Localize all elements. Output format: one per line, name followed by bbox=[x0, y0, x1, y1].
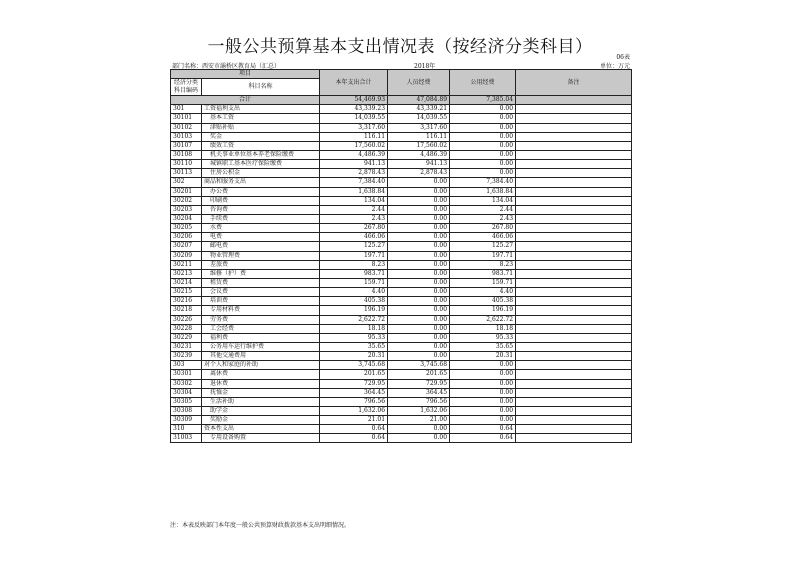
row-personnel: 0.00 bbox=[388, 196, 450, 205]
row-name: 离休费 bbox=[202, 370, 320, 379]
row-code: 30203 bbox=[171, 205, 202, 214]
footnote: 注：本表反映部门本年度一般公共预算财政拨款基本支出明细情况。 bbox=[170, 522, 351, 529]
row-remark bbox=[516, 224, 632, 233]
row-total: 364.45 bbox=[320, 388, 388, 397]
row-total: 20.31 bbox=[320, 352, 388, 361]
table-row bbox=[171, 150, 632, 159]
row-personnel: 21.00 bbox=[388, 416, 450, 425]
row-code: 30226 bbox=[171, 315, 202, 324]
table-row bbox=[171, 297, 632, 306]
header-personnel: 人员经费 bbox=[388, 70, 450, 96]
row-personnel: 0.00 bbox=[388, 251, 450, 260]
row-name: 机关事业单位基本养老保险缴费 bbox=[202, 150, 320, 159]
row-total: 2.44 bbox=[320, 205, 388, 214]
row-public: 4.40 bbox=[450, 288, 516, 297]
row-remark bbox=[516, 370, 632, 379]
table-row bbox=[171, 160, 632, 169]
table-row bbox=[171, 233, 632, 242]
row-code: 30216 bbox=[171, 297, 202, 306]
row-remark bbox=[516, 105, 632, 114]
row-personnel: 364.45 bbox=[388, 388, 450, 397]
table-row bbox=[171, 141, 632, 150]
row-name: 奖励金 bbox=[202, 416, 320, 425]
row-name: 资本性支出 bbox=[202, 425, 320, 434]
table-row bbox=[171, 105, 632, 114]
row-name: 工会经费 bbox=[202, 324, 320, 333]
row-code: 30201 bbox=[171, 187, 202, 196]
row-remark bbox=[516, 379, 632, 388]
header-remark: 备注 bbox=[516, 70, 632, 96]
row-name: 维修（护）费 bbox=[202, 269, 320, 278]
row-public: 0.00 bbox=[450, 150, 516, 159]
row-code: 30103 bbox=[171, 132, 202, 141]
row-personnel: 0.00 bbox=[388, 297, 450, 306]
row-public: 0.00 bbox=[450, 160, 516, 169]
row-code: 30305 bbox=[171, 397, 202, 406]
row-public: 0.00 bbox=[450, 406, 516, 415]
row-personnel: 0.00 bbox=[388, 205, 450, 214]
row-name: 物业管理费 bbox=[202, 251, 320, 260]
row-code: 30239 bbox=[171, 352, 202, 361]
row-public: 95.33 bbox=[450, 333, 516, 342]
total-label: 合计 bbox=[171, 96, 320, 105]
row-public: 159.71 bbox=[450, 278, 516, 287]
row-total: 14,039.55 bbox=[320, 114, 388, 123]
row-remark bbox=[516, 361, 632, 370]
row-public: 18.18 bbox=[450, 324, 516, 333]
table-row bbox=[171, 278, 632, 287]
row-name: 咨询费 bbox=[202, 205, 320, 214]
table-row bbox=[171, 196, 632, 205]
row-remark bbox=[516, 160, 632, 169]
header-total: 本年支出合计 bbox=[320, 70, 388, 96]
row-personnel: 0.00 bbox=[388, 425, 450, 434]
row-name: 办公费 bbox=[202, 187, 320, 196]
row-public: 196.19 bbox=[450, 306, 516, 315]
table-row bbox=[171, 342, 632, 351]
row-name: 劳务费 bbox=[202, 315, 320, 324]
row-remark bbox=[516, 425, 632, 434]
row-personnel: 0.00 bbox=[388, 233, 450, 242]
row-total: 3,745.68 bbox=[320, 361, 388, 370]
row-code: 30228 bbox=[171, 324, 202, 333]
row-code: 31003 bbox=[171, 434, 202, 443]
table-row bbox=[171, 397, 632, 406]
row-total: 2.43 bbox=[320, 214, 388, 223]
row-personnel: 0.00 bbox=[388, 324, 450, 333]
row-remark bbox=[516, 141, 632, 150]
row-personnel: 0.00 bbox=[388, 242, 450, 251]
department-name: 部门名称：西安市灞桥区教育局（汇总） bbox=[172, 63, 281, 70]
row-code: 302 bbox=[171, 178, 202, 187]
row-public: 2,622.72 bbox=[450, 315, 516, 324]
row-name: 生活补助 bbox=[202, 397, 320, 406]
row-remark bbox=[516, 205, 632, 214]
row-public: 2.44 bbox=[450, 205, 516, 214]
row-total: 0.64 bbox=[320, 434, 388, 443]
page-title: 一般公共预算基本支出情况表（按经济分类科目） bbox=[207, 37, 593, 57]
budget-year: 2018年 bbox=[414, 63, 436, 70]
table-row bbox=[171, 205, 632, 214]
row-total: 796.56 bbox=[320, 397, 388, 406]
row-public: 0.00 bbox=[450, 105, 516, 114]
row-public: 0.64 bbox=[450, 434, 516, 443]
row-total: 8.23 bbox=[320, 260, 388, 269]
row-name: 助学金 bbox=[202, 406, 320, 415]
unit-label: 单位：万元 bbox=[599, 63, 630, 70]
row-personnel: 0.00 bbox=[388, 333, 450, 342]
row-code: 301 bbox=[171, 105, 202, 114]
row-name: 专用材料费 bbox=[202, 306, 320, 315]
row-remark bbox=[516, 416, 632, 425]
row-code: 303 bbox=[171, 361, 202, 370]
row-remark bbox=[516, 342, 632, 351]
row-name: 工资福利支出 bbox=[202, 105, 320, 114]
row-public: 125.27 bbox=[450, 242, 516, 251]
table-row bbox=[171, 333, 632, 342]
row-public: 0.00 bbox=[450, 397, 516, 406]
total-public: 7,385.04 bbox=[450, 96, 516, 105]
table-number: 06表 bbox=[616, 54, 630, 61]
row-total: 35.65 bbox=[320, 342, 388, 351]
row-public: 0.00 bbox=[450, 114, 516, 123]
row-name: 奖金 bbox=[202, 132, 320, 141]
meta-bar bbox=[170, 61, 630, 69]
row-public: 20.31 bbox=[450, 352, 516, 361]
table-row bbox=[171, 224, 632, 233]
row-public: 267.80 bbox=[450, 224, 516, 233]
row-public: 405.38 bbox=[450, 297, 516, 306]
row-personnel: 0.00 bbox=[388, 288, 450, 297]
row-total: 116.11 bbox=[320, 132, 388, 141]
row-remark bbox=[516, 242, 632, 251]
row-personnel: 43,339.21 bbox=[388, 105, 450, 114]
row-code: 30231 bbox=[171, 342, 202, 351]
table-row bbox=[171, 370, 632, 379]
row-total: 1,632.06 bbox=[320, 406, 388, 415]
row-code: 30101 bbox=[171, 114, 202, 123]
row-total: 983.71 bbox=[320, 269, 388, 278]
row-total: 0.64 bbox=[320, 425, 388, 434]
row-public: 0.00 bbox=[450, 123, 516, 132]
row-remark bbox=[516, 406, 632, 415]
table-row bbox=[171, 324, 632, 333]
row-code: 30207 bbox=[171, 242, 202, 251]
row-code: 30209 bbox=[171, 251, 202, 260]
row-code: 30308 bbox=[171, 406, 202, 415]
table-row bbox=[171, 269, 632, 278]
row-personnel: 0.00 bbox=[388, 260, 450, 269]
expenditure-table bbox=[170, 69, 632, 443]
row-name: 对个人和家庭的补助 bbox=[202, 361, 320, 370]
row-code: 30110 bbox=[171, 160, 202, 169]
table-row bbox=[171, 416, 632, 425]
row-personnel: 4,486.39 bbox=[388, 150, 450, 159]
row-name: 商品和服务支出 bbox=[202, 178, 320, 187]
row-personnel: 17,560.02 bbox=[388, 141, 450, 150]
row-name: 电费 bbox=[202, 233, 320, 242]
row-remark bbox=[516, 114, 632, 123]
row-code: 310 bbox=[171, 425, 202, 434]
row-personnel: 3,317.60 bbox=[388, 123, 450, 132]
row-remark bbox=[516, 434, 632, 443]
row-personnel: 0.00 bbox=[388, 278, 450, 287]
row-code: 30215 bbox=[171, 288, 202, 297]
table-row bbox=[171, 425, 632, 434]
row-code: 30211 bbox=[171, 260, 202, 269]
header-public: 公用经费 bbox=[450, 70, 516, 96]
total-personnel: 47,084.89 bbox=[388, 96, 450, 105]
row-code: 30107 bbox=[171, 141, 202, 150]
row-remark bbox=[516, 352, 632, 361]
table-row bbox=[171, 406, 632, 415]
row-code: 30301 bbox=[171, 370, 202, 379]
row-public: 0.00 bbox=[450, 132, 516, 141]
table-row bbox=[171, 178, 632, 187]
row-personnel: 0.00 bbox=[388, 224, 450, 233]
header-item: 项目 bbox=[171, 70, 320, 79]
total-row bbox=[171, 96, 632, 105]
row-personnel: 796.56 bbox=[388, 397, 450, 406]
row-personnel: 729.95 bbox=[388, 379, 450, 388]
table-row bbox=[171, 352, 632, 361]
row-name: 绩效工资 bbox=[202, 141, 320, 150]
row-public: 134.04 bbox=[450, 196, 516, 205]
row-total: 21.01 bbox=[320, 416, 388, 425]
row-remark bbox=[516, 187, 632, 196]
row-remark bbox=[516, 169, 632, 178]
row-remark bbox=[516, 315, 632, 324]
table-row bbox=[171, 434, 632, 443]
row-total: 17,560.02 bbox=[320, 141, 388, 150]
row-total: 18.18 bbox=[320, 324, 388, 333]
row-name: 公务用车运行维护费 bbox=[202, 342, 320, 351]
row-remark bbox=[516, 132, 632, 141]
row-code: 30102 bbox=[171, 123, 202, 132]
row-code: 30202 bbox=[171, 196, 202, 205]
row-total: 466.06 bbox=[320, 233, 388, 242]
row-public: 466.06 bbox=[450, 233, 516, 242]
row-remark bbox=[516, 397, 632, 406]
row-total: 1,638.84 bbox=[320, 187, 388, 196]
row-personnel: 0.00 bbox=[388, 214, 450, 223]
row-remark bbox=[516, 324, 632, 333]
row-public: 0.00 bbox=[450, 141, 516, 150]
row-personnel: 0.00 bbox=[388, 178, 450, 187]
row-remark bbox=[516, 150, 632, 159]
row-public: 197.71 bbox=[450, 251, 516, 260]
row-personnel: 116.11 bbox=[388, 132, 450, 141]
table-row bbox=[171, 260, 632, 269]
row-public: 1,638.84 bbox=[450, 187, 516, 196]
table-row bbox=[171, 288, 632, 297]
row-total: 729.95 bbox=[320, 379, 388, 388]
row-personnel: 0.00 bbox=[388, 434, 450, 443]
row-personnel: 2,878.43 bbox=[388, 169, 450, 178]
row-public: 35.65 bbox=[450, 342, 516, 351]
row-public: 7,384.40 bbox=[450, 178, 516, 187]
row-total: 201.65 bbox=[320, 370, 388, 379]
row-name: 其他交通费用 bbox=[202, 352, 320, 361]
row-total: 2,622.72 bbox=[320, 315, 388, 324]
row-code: 30229 bbox=[171, 333, 202, 342]
table-row bbox=[171, 251, 632, 260]
row-total: 159.71 bbox=[320, 278, 388, 287]
row-total: 196.19 bbox=[320, 306, 388, 315]
row-remark bbox=[516, 214, 632, 223]
row-total: 2,878.43 bbox=[320, 169, 388, 178]
table-row bbox=[171, 169, 632, 178]
table-row bbox=[171, 123, 632, 132]
table-row bbox=[171, 379, 632, 388]
row-remark bbox=[516, 123, 632, 132]
row-public: 8.23 bbox=[450, 260, 516, 269]
row-remark bbox=[516, 178, 632, 187]
table-row bbox=[171, 214, 632, 223]
row-total: 267.80 bbox=[320, 224, 388, 233]
table-row bbox=[171, 315, 632, 324]
row-total: 134.04 bbox=[320, 196, 388, 205]
row-name: 抚恤金 bbox=[202, 388, 320, 397]
table-row bbox=[171, 187, 632, 196]
row-code: 30304 bbox=[171, 388, 202, 397]
row-remark bbox=[516, 196, 632, 205]
table-row bbox=[171, 306, 632, 315]
row-remark bbox=[516, 306, 632, 315]
row-personnel: 14,039.55 bbox=[388, 114, 450, 123]
row-personnel: 0.00 bbox=[388, 306, 450, 315]
row-total: 43,339.23 bbox=[320, 105, 388, 114]
row-public: 2.43 bbox=[450, 214, 516, 223]
row-code: 30218 bbox=[171, 306, 202, 315]
row-remark bbox=[516, 297, 632, 306]
row-code: 30108 bbox=[171, 150, 202, 159]
row-remark bbox=[516, 333, 632, 342]
row-code: 30206 bbox=[171, 233, 202, 242]
row-personnel: 0.00 bbox=[388, 342, 450, 351]
row-name: 邮电费 bbox=[202, 242, 320, 251]
row-code: 30309 bbox=[171, 416, 202, 425]
row-remark bbox=[516, 251, 632, 260]
row-name: 专用设备购置 bbox=[202, 434, 320, 443]
row-personnel: 0.00 bbox=[388, 352, 450, 361]
row-name: 基本工资 bbox=[202, 114, 320, 123]
row-remark bbox=[516, 269, 632, 278]
row-remark bbox=[516, 233, 632, 242]
row-public: 983.71 bbox=[450, 269, 516, 278]
row-remark bbox=[516, 278, 632, 287]
row-total: 197.71 bbox=[320, 251, 388, 260]
row-total: 7,384.40 bbox=[320, 178, 388, 187]
row-name: 租赁费 bbox=[202, 278, 320, 287]
row-remark bbox=[516, 288, 632, 297]
row-code: 30214 bbox=[171, 278, 202, 287]
row-total: 95.33 bbox=[320, 333, 388, 342]
total-remark bbox=[516, 96, 632, 105]
row-personnel: 0.00 bbox=[388, 315, 450, 324]
row-public: 0.00 bbox=[450, 370, 516, 379]
row-name: 福利费 bbox=[202, 333, 320, 342]
row-public: 0.00 bbox=[450, 379, 516, 388]
row-name: 津贴补贴 bbox=[202, 123, 320, 132]
row-personnel: 1,632.06 bbox=[388, 406, 450, 415]
row-personnel: 0.00 bbox=[388, 269, 450, 278]
row-code: 30113 bbox=[171, 169, 202, 178]
row-public: 0.00 bbox=[450, 388, 516, 397]
table-row bbox=[171, 388, 632, 397]
row-total: 405.38 bbox=[320, 297, 388, 306]
row-name: 城镇职工基本医疗保险缴费 bbox=[202, 160, 320, 169]
table-row bbox=[171, 132, 632, 141]
header-name: 科目名称 bbox=[202, 79, 320, 96]
row-total: 3,317.60 bbox=[320, 123, 388, 132]
row-total: 4,486.39 bbox=[320, 150, 388, 159]
row-total: 125.27 bbox=[320, 242, 388, 251]
row-public: 0.00 bbox=[450, 416, 516, 425]
row-remark bbox=[516, 388, 632, 397]
row-name: 会议费 bbox=[202, 288, 320, 297]
row-code: 30204 bbox=[171, 214, 202, 223]
row-name: 差旅费 bbox=[202, 260, 320, 269]
row-personnel: 3,745.68 bbox=[388, 361, 450, 370]
table-row bbox=[171, 242, 632, 251]
row-name: 培训费 bbox=[202, 297, 320, 306]
row-name: 手续费 bbox=[202, 214, 320, 223]
header-code: 经济分类科目编码 bbox=[171, 79, 202, 96]
row-name: 水费 bbox=[202, 224, 320, 233]
row-public: 0.00 bbox=[450, 361, 516, 370]
row-public: 0.64 bbox=[450, 425, 516, 434]
row-name: 住房公积金 bbox=[202, 169, 320, 178]
total-amount: 54,469.93 bbox=[320, 96, 388, 105]
table-row bbox=[171, 114, 632, 123]
row-personnel: 941.13 bbox=[388, 160, 450, 169]
row-name: 退休费 bbox=[202, 379, 320, 388]
table-row bbox=[171, 361, 632, 370]
row-code: 30302 bbox=[171, 379, 202, 388]
row-total: 4.40 bbox=[320, 288, 388, 297]
row-code: 30205 bbox=[171, 224, 202, 233]
row-public: 0.00 bbox=[450, 169, 516, 178]
row-total: 941.13 bbox=[320, 160, 388, 169]
row-remark bbox=[516, 260, 632, 269]
row-personnel: 0.00 bbox=[388, 187, 450, 196]
row-code: 30213 bbox=[171, 269, 202, 278]
row-name: 印刷费 bbox=[202, 196, 320, 205]
row-personnel: 201.65 bbox=[388, 370, 450, 379]
